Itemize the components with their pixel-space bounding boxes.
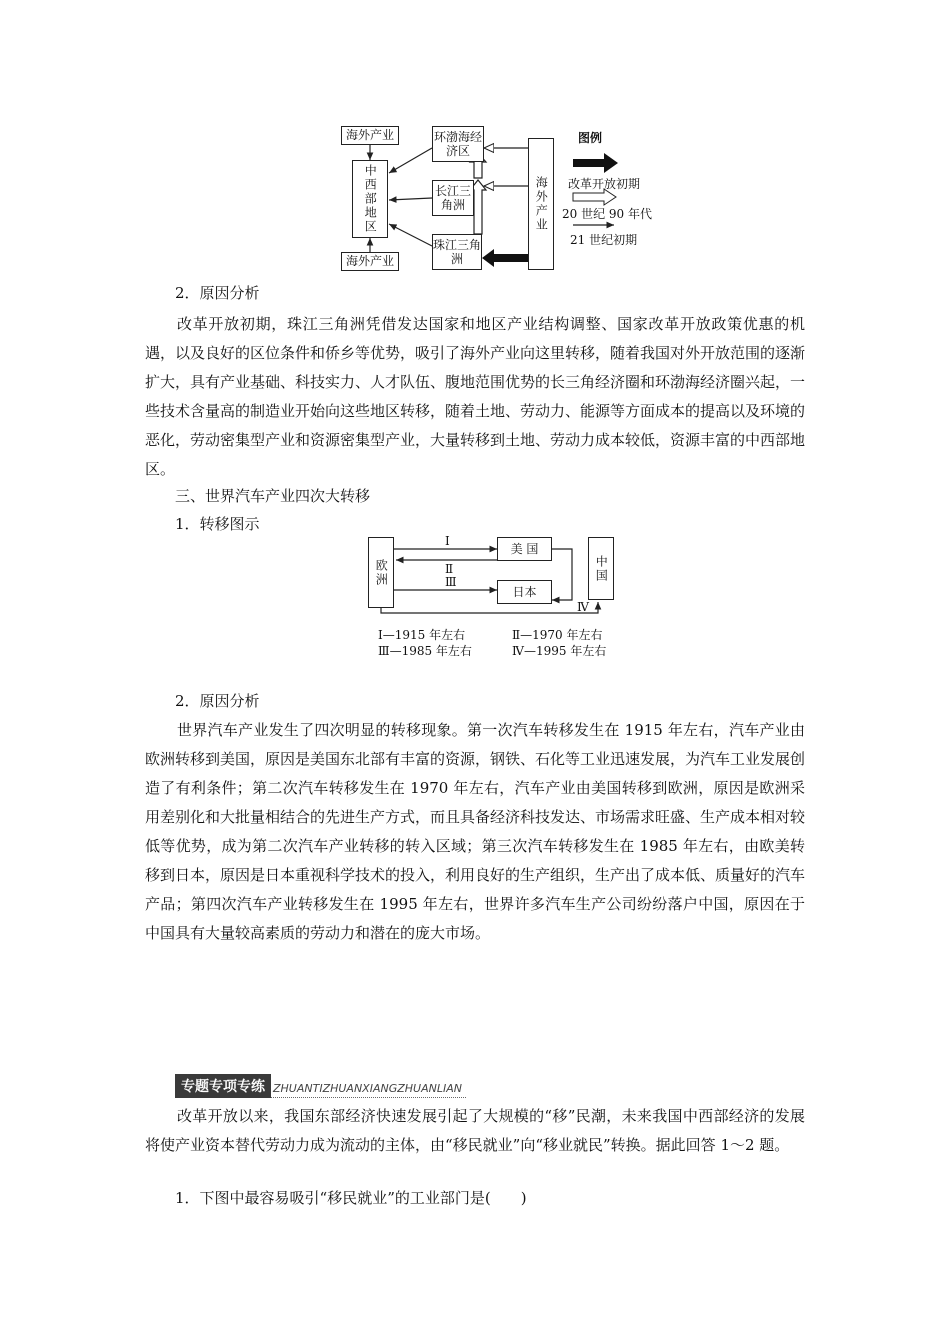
arrow-yangtze-to-central [389,198,432,200]
label-II: Ⅱ [445,562,454,576]
bohai-economic-zone: 环渤海经济区 [432,126,484,162]
practice-banner [175,1076,466,1098]
central-west-region: 中西部地区 [352,160,388,238]
arrow-bohai-to-central [389,148,432,173]
practice-banner-subtitle: ZHUANTIZHUANXIANGZHUANLIAN [271,1082,466,1098]
overseas-industry-top-left: 海外产业 [341,126,399,145]
label-I: Ⅰ [445,534,450,548]
arrow-IV-to-china [381,602,598,613]
caption-II-1970: Ⅱ—1970 年左右 [512,628,603,642]
reason-analysis-paragraph-2: 世界汽车产业发生了四次明显的转移现象。第一次汽车转移发生在 1915 年左右，汽车产业由欧洲转移到美国，原因是美国东北部有丰富的资源，钢铁、石化等工业迅速发展，为汽车工业发展创造了有利条件；第二次汽车转移发生在 1970 年左右，汽车产业由美国转移到欧洲，原因是欧洲采用差别化和大批量相结合的先进生产方式，而且具备经济科技发达、市场需求旺盛、生产成本相对较低等优势，成为第二次汽车产业转移的转入区域；第三次汽车转移发生在 1985 年左右，由欧美转移到日本，原因是日本重视科学技术的投入，利用良好的生产组织，生产出了成本低、质量好的汽车产品；第四次汽车产业转移发生在 1995 年左右，世界许多汽车生产公司纷纷落户中国，原因在于中国具有大量较高素质的劳动力和潜在的庞大市场。 [145,721,806,942]
caption-IV-1995: Ⅳ—1995 年左右 [512,644,607,658]
label-IV: Ⅳ [577,600,589,614]
legend-early-reform: 改革开放初期 [568,177,641,191]
overseas-industry-bottom-left: 海外产业 [341,252,399,271]
transfer-diagram-heading: 1．转移图示 [175,515,260,533]
reason-analysis-heading-2: 2．原因分析 [175,692,260,710]
practice-banner-title: 专题专项专练 [175,1074,271,1098]
question-1: 1．下图中最容易吸引“移民就业”的工业部门是( ) [175,1189,527,1207]
arrow-III-usa-to-japan [552,549,572,600]
arrow-pearl-to-central [389,224,432,246]
europe-box: 欧洲 [368,537,394,608]
reason-analysis-heading-1: 2．原因分析 [175,284,260,302]
practice-intro: 改革开放以来，我国东部经济快速发展引起了大规模的“移”民潮，未来我国中西部经济的发展将使产业资本替代劳动力成为流动的主体，由“移民就业”向“移业就民”转换。据此回答 1～2 题。 [145,1107,805,1154]
legend-21st-century: 21 世纪初期 [570,233,638,247]
section-three-heading: 三、世界汽车产业四次大转移 [175,487,371,505]
legend-bold-arrow [573,153,618,173]
pearl-delta: 珠江三角洲 [432,234,482,270]
overseas-industry-right: 海外产业 [528,138,554,270]
yangtze-delta: 长江三角洲 [432,180,474,216]
caption-III-1985: Ⅲ—1985 年左右 [378,644,472,658]
usa-box: 美 国 [497,537,552,561]
legend-title: 图例 [578,131,603,145]
japan-box: 日本 [497,580,552,604]
caption-I-1915: Ⅰ—1915 年左右 [378,628,466,642]
china-box: 中国 [588,537,614,600]
legend-1990s: 20 世纪 90 年代 [562,207,652,221]
reason-analysis-paragraph-1: 改革开放初期，珠江三角洲凭借发达国家和地区产业结构调整、国家改革开放政策优惠的机遇，以及良好的区位条件和侨乡等优势，吸引了海外产业向这里转移，随着我国对外开放范围的逐渐扩大，具有产业基础、科技实力、人才队伍、腹地范围优势的长三角经济圈和环渤海经济圈兴起，一些技术含量高的制造业开始向这些地区转移，随着土地、劳动力、能源等方面成本的提高以及环境的恶化，劳动密集型产业和资源密集型产业，大量转移到土地、劳动力成本较低，资源丰富的中西部地区。 [145,315,806,478]
arrow-overseas-to-pearl [482,249,528,267]
label-III: Ⅲ [445,575,457,589]
